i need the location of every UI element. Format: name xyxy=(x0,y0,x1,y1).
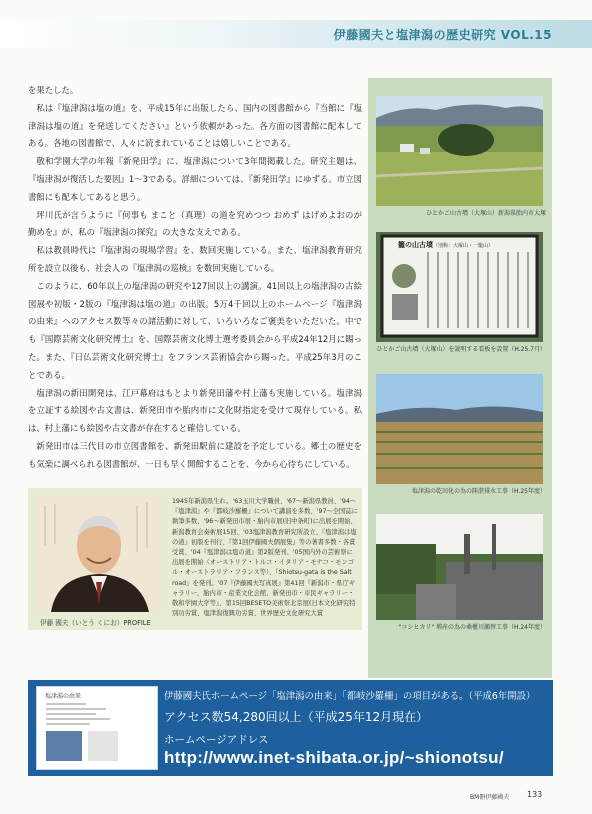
photo-caption: ひとかご山古墳（大塚山）を説明する看板を設置（H.25.7月） xyxy=(376,346,546,353)
article-paragraph: 私は教員時代に『塩津潟の現場学習』を、数回実施している。また、塩津潟教育研究所を設立以後も、社会人の『塩津潟の巡検』を数回実施している。 xyxy=(28,245,362,273)
photo-caption: 塩津潟の乾田化の為の陸湛排水工事（H.25年度） xyxy=(412,488,546,495)
article-paragraph: 私は『塩津潟は塩の道』を、平成15年に出版したら、国内の図書館から『当館に『塩津潟は塩の道』を発送してください』という依頼があった。各方面の図書館に配本してある。各地の図書館で、人々に読まれていることは嬉しいことである。 xyxy=(28,102,362,149)
homepage-access-count: アクセス数54,280回以上（平成25年12月現在） xyxy=(164,710,429,724)
article-paragraph: このように、60年以上の塩津潟の研究や127回以上の講演。41回以上の塩津潟の古絵図展や初版・2版の『塩津潟は塩の道』の出版。5万4千回以上のホームページ『塩津潟の由来』へのアクセス数等々の諸活動に対して、いろいろなご褒美をいただいた。中でも『国際芸術文化研究博士』を、国際芸術文化博士選考委員会から平成24年12月に賜った。また、『日仏芸術文化研究博士』をフランス芸術協会から賜った。平成25年3月のことである。 xyxy=(28,280,362,380)
article-body xyxy=(28,82,362,474)
homepage-thumbnail xyxy=(36,686,158,770)
page-number: 133 xyxy=(527,790,543,799)
article-paragraph: 新発田市は三代目の市立図書館を、新発田駅前に建設を予定している。郷土の歴史をも気楽に調べられる図書館が、一日も早く開館することを、今から心待ちにしている。 xyxy=(28,440,362,469)
publication-label: BM冊伊藤國夫 xyxy=(470,794,510,801)
signboard-photo xyxy=(376,232,543,342)
article-paragraph: 敬和学園大学の年報『新発田学』に、塩津潟について3年間掲載した。研究主題は、『塩津潟が復活した要因』1〜3である。詳細については、『新発田学』にゆずる。市立図書館にも配本してあると思う。 xyxy=(28,156,362,202)
river-works-photo xyxy=(376,514,543,620)
homepage-description: 伊藤國夫氏ホームページ「塩津潟の由来」「都岐沙羅柵」の項目がある。（平成6年開設） xyxy=(164,691,536,702)
author-portrait xyxy=(37,496,161,612)
photo-caption: "コシヒカリ" 増産の為の桑櫃川瀬替工事（H.24年度） xyxy=(398,624,546,631)
series-title: 伊藤國夫と塩津潟の歴史研究 VOL.15 xyxy=(333,28,552,42)
drainage-field-photo xyxy=(376,374,543,484)
kofun-landscape-photo xyxy=(376,96,543,206)
homepage-url-link[interactable]: http://www.inet-shibata.or.jp/~shionotsu/ xyxy=(164,748,504,767)
article-paragraph: 塩津潟の新田開発は、江戸幕府はもとより新発田藩や村上藩も実施している。塩津潟を立証する絵図や古文書は、新発田市や胎内市に文化財指定を受けて現存している。私は、村上藩にも絵図や古文書が存在すると確信している。 xyxy=(28,387,362,434)
article-paragraph: を果たした。 xyxy=(28,85,79,95)
homepage-thumbnail-title: 塩津潟の由来 xyxy=(45,693,82,700)
sign-title: 籠の山古墳（別称：大塚山・一籠山） xyxy=(398,241,494,249)
profile-bio: 1945年新潟県生れ。'63玉川大学職員、'67〜新潟県教員、'94〜『塩津潟』や『都岐沙羅柵』について講演を多数、'97〜全国誌に執筆多数、'96〜新発田市展・胎内市展(旧中条町)に出展を開始、新潟教育会奏術展15回、'03塩津潟教育研究所設立、『塩津潟は塩の道』初版を刊行、『第1回伊藤國夫個展集』等の著書多数・各賞受賞、'04『塩津潟は塩の道』第2版発刊、'05国内外の芸術祭に出展を開始（オーストリア・トルコ・イタリア・モナコ・モンゴル・オーストラリア・フランス等）、『Shiotsu-gata is the Salt road』を発刊。'07『伊藤國夫写真展』第41回『新潟市・県庁ギャラリー、胎内市・産業文化会館、新発田市・市民ギャラリー・敬和学園大学等』、第15回BESETO美術祭北京展(日本文化研究特別功労賞、塩津潟復興功労賞、世界歴史文化研究大賞 xyxy=(172,498,358,618)
article-paragraph: 坪川氏が言うように『何事も まこと（真理）の道を究めつつ おめず はげめよおのが勤めを』が、私の『塩津潟の探究』の大きな支えである。 xyxy=(28,209,362,238)
homepage-address-label: ホームページアドレス xyxy=(164,734,269,746)
profile-caption: 伊藤 國夫（いとう くにお）PROFILE xyxy=(40,619,151,627)
photo-caption: ひとかご山古墳（大塚山）新潟県胎内市大塚 xyxy=(425,210,546,217)
